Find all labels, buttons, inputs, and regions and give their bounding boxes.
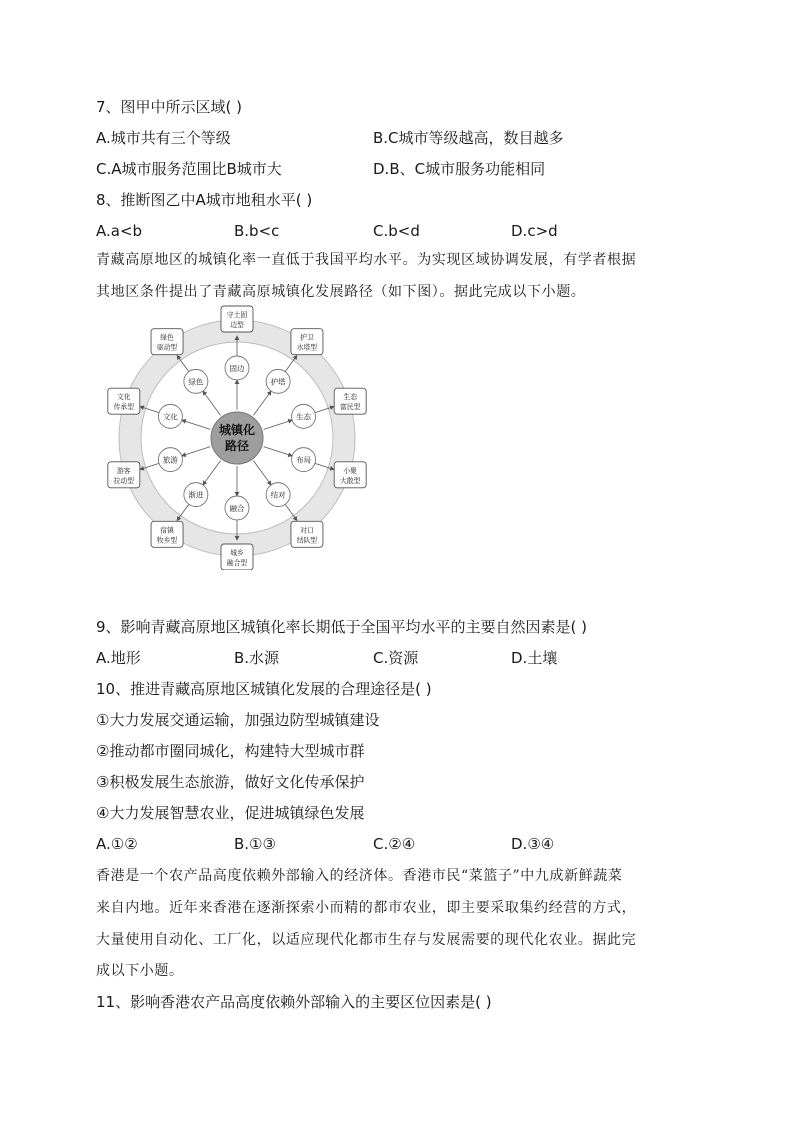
passage2-line-1: 香港是一个农产品高度依赖外部输入的经济体。香港市民“菜篮子”中九成新鲜蔬菜 xyxy=(96,868,623,884)
inner-node xyxy=(184,483,208,507)
q10-item-2: ②推动都市圈同城化，构建特大型城市群 xyxy=(96,742,365,760)
outer-node-label: 城乡 xyxy=(230,549,244,557)
q10-item-3: ③积极发展生态旅游，做好文化传承保护 xyxy=(96,773,365,791)
outer-node-label: 拉动型 xyxy=(113,476,135,485)
inner-node xyxy=(266,369,290,393)
outer-node-label: 文化 xyxy=(117,393,131,402)
q11-stem: 11、影响香港农产品高度依赖外部输入的主要区位因素是( ) xyxy=(96,993,492,1011)
inner-node xyxy=(158,448,182,472)
outer-node xyxy=(291,329,323,355)
outer-node xyxy=(151,521,183,547)
q7-option-b[interactable]: B.C城市等级越高，数目越多 xyxy=(373,129,564,147)
q10-option-b[interactable]: B.①③ xyxy=(234,835,276,853)
outer-node xyxy=(151,329,183,355)
inner-node-label: 渐进 xyxy=(188,490,204,500)
outer-node-label: 对口 xyxy=(300,526,314,535)
outer-node-label: 宿镇 xyxy=(160,526,174,535)
inner-node-label: 布局 xyxy=(296,455,312,465)
q10-option-d[interactable]: D.③④ xyxy=(511,835,555,853)
q9-option-b[interactable]: B.水源 xyxy=(234,649,280,667)
urbanization-path-diagram xyxy=(96,305,386,570)
outer-node-label: 结队型 xyxy=(296,536,318,545)
outer-node-label: 绿色 xyxy=(160,333,174,342)
q10-item-4: ④大力发展智慧农业，促进城镇绿色发展 xyxy=(96,804,365,822)
inner-node xyxy=(292,404,316,428)
inner-node xyxy=(266,483,290,507)
outer-node-label: 生态 xyxy=(343,393,357,402)
center-label-line-1: 城镇化 xyxy=(218,423,256,437)
inner-node xyxy=(292,448,316,472)
passage2-line-4: 成以下小题。 xyxy=(96,963,184,979)
outer-node-label: 守土固 xyxy=(226,311,248,319)
q9-option-d[interactable]: D.土壤 xyxy=(511,649,558,667)
q7-stem: 7、图甲中所示区域( ) xyxy=(96,98,243,116)
inner-node-label: 旅游 xyxy=(162,455,178,465)
outer-node-label: 边型 xyxy=(230,321,244,329)
outer-node xyxy=(221,306,253,332)
outer-node-label: 富民型 xyxy=(339,403,361,412)
inner-node-label: 生态 xyxy=(296,412,312,422)
inner-node-label: 固边 xyxy=(229,364,245,373)
q7-option-a[interactable]: A.城市共有三个等级 xyxy=(96,129,231,147)
passage1-line-2: 其地区条件提出了青藏高原城镇化发展路径（如下图）。据此完成以下小题。 xyxy=(96,284,586,300)
outer-node xyxy=(108,462,140,488)
passage1-line-1: 青藏高原地区的城镇化率一直低于我国平均水平。为实现区域协调发展，有学者根据 xyxy=(96,252,637,268)
inner-node xyxy=(184,369,208,393)
inner-node xyxy=(225,496,249,520)
q10-stem: 10、推进青藏高原地区城镇化发展的合理途径是( ) xyxy=(96,680,432,698)
inner-node xyxy=(158,404,182,428)
q10-option-a[interactable]: A.①② xyxy=(96,835,138,853)
q10-item-1: ①大力发展交通运输，加强边防型城镇建设 xyxy=(96,711,380,729)
outer-node-label: 水塔型 xyxy=(296,343,318,352)
q9-stem: 9、影响青藏高原地区城镇化率长期低于全国平均水平的主要自然因素是( ) xyxy=(96,618,588,636)
inner-node-label: 融合 xyxy=(229,504,245,513)
q8-stem: 8、推断图乙中A城市地租水平( ) xyxy=(96,191,313,209)
passage2-line-3: 大量使用自动化、工厂化，以适应现代化都市生存与发展需要的现代化农业。据此完 xyxy=(96,932,637,948)
outer-node-label: 大散型 xyxy=(339,476,361,485)
outer-node-label: 游客 xyxy=(117,466,131,475)
outer-node xyxy=(108,388,140,414)
q8-option-b[interactable]: B.b<c xyxy=(234,222,280,240)
outer-node xyxy=(291,521,323,547)
q9-option-c[interactable]: C.资源 xyxy=(373,649,419,667)
outer-node xyxy=(334,388,366,414)
outer-node xyxy=(334,462,366,488)
q10-option-c[interactable]: C.②④ xyxy=(373,835,416,853)
q8-option-d[interactable]: D.c>d xyxy=(511,222,558,240)
q8-option-c[interactable]: C.b<d xyxy=(373,222,420,240)
inner-node-label: 绿色 xyxy=(188,377,204,387)
q9-option-a[interactable]: A.地形 xyxy=(96,649,141,667)
inner-node-label: 结对 xyxy=(270,490,286,500)
passage2-line-2: 来自内地。近年来香港在逐渐探索小而精的都市农业，即主要采取集约经营的方式， xyxy=(96,900,637,916)
outer-node-label: 驱动型 xyxy=(156,343,178,352)
center-node xyxy=(211,412,263,464)
inner-node-label: 文化 xyxy=(162,412,178,422)
q7-option-d[interactable]: D.B、C城市服务功能相同 xyxy=(373,160,546,178)
outer-node-label: 传承型 xyxy=(113,403,135,412)
outer-node-label: 小聚 xyxy=(343,466,357,475)
q7-option-c[interactable]: C.A城市服务范围比B城市大 xyxy=(96,160,282,178)
outer-node xyxy=(221,544,253,570)
inner-node xyxy=(225,356,249,380)
q8-option-a[interactable]: A.a<b xyxy=(96,222,143,240)
center-label-line-2: 路径 xyxy=(224,439,250,453)
outer-node-label: 融合型 xyxy=(226,559,248,567)
outer-node-label: 护卫 xyxy=(300,333,314,342)
inner-node-label: 护塔 xyxy=(270,377,286,387)
outer-node-label: 牧乡型 xyxy=(156,536,178,545)
